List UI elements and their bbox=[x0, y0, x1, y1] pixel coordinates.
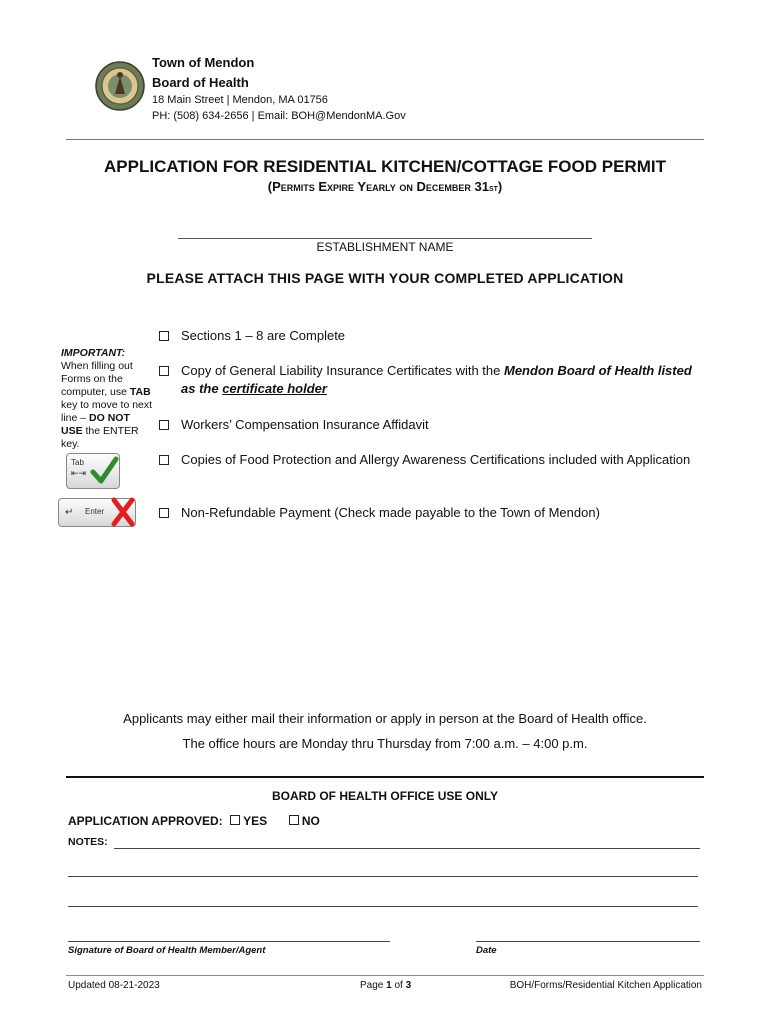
date-label: Date bbox=[476, 945, 497, 956]
establishment-name-label: ESTABLISHMENT NAME bbox=[316, 240, 454, 254]
header-divider bbox=[66, 139, 704, 140]
org-name: Town of Mendon bbox=[152, 55, 255, 70]
signature-label: Signature of Board of Health Member/Agent bbox=[68, 945, 266, 956]
cross-icon bbox=[111, 497, 135, 527]
checkbox-approved-no[interactable] bbox=[289, 815, 299, 825]
checklist-item-insurance: Copy of General Liability Insurance Certificates with the Mendon Board of Health listed as the certificate holder bbox=[181, 363, 692, 396]
enter-key-image: ↵ Enter bbox=[58, 498, 136, 527]
department-name: Board of Health bbox=[152, 75, 249, 90]
checkmark-icon bbox=[89, 456, 119, 486]
checklist-item-workers-comp: Workers’ Compensation Insurance Affidavit bbox=[181, 417, 429, 432]
org-address: 18 Main Street | Mendon, MA 01756 bbox=[152, 94, 328, 106]
important-note: IMPORTANT: When filling out Forms on the computer, use TAB key to move to next line – DO NOT USE the ENTER key. bbox=[61, 347, 153, 450]
notes-line-2[interactable] bbox=[68, 876, 698, 877]
establishment-name-field[interactable] bbox=[178, 238, 592, 239]
attach-notice: PLEASE ATTACH THIS PAGE WITH YOUR COMPLETED APPLICATION bbox=[146, 270, 624, 286]
page-title: APPLICATION FOR RESIDENTIAL KITCHEN/COTTAGE FOOD PERMIT bbox=[104, 157, 666, 176]
office-use-divider bbox=[66, 776, 704, 778]
footer-path: BOH/Forms/Residential Kitchen Application bbox=[509, 980, 702, 991]
checkbox-sections-complete[interactable] bbox=[159, 331, 169, 341]
footer-page-number: Page 1 of 3 bbox=[360, 980, 412, 991]
office-use-heading: BOARD OF HEALTH OFFICE USE ONLY bbox=[271, 789, 498, 803]
town-seal-logo bbox=[95, 48, 145, 124]
footer-updated: Updated 08-21-2023 bbox=[68, 980, 160, 991]
checklist-item-sections: Sections 1 – 8 are Complete bbox=[181, 328, 346, 343]
notes-line-3[interactable] bbox=[68, 906, 698, 907]
checklist-item-certifications: Copies of Food Protection and Allergy Awareness Certifications included with Application bbox=[181, 452, 691, 467]
checkbox-food-certifications[interactable] bbox=[159, 455, 169, 465]
notes-label: NOTES: bbox=[68, 836, 108, 848]
date-line[interactable] bbox=[476, 941, 700, 942]
page-subtitle: (Permits Expire Yearly on December 31st) bbox=[267, 179, 503, 194]
checkbox-liability-insurance[interactable] bbox=[159, 366, 169, 376]
application-approved: APPLICATION APPROVED: YES NO bbox=[68, 814, 320, 828]
mail-info-text: Applicants may either mail their information or apply in person at the Board of Health office. bbox=[123, 711, 647, 726]
checkbox-workers-comp[interactable] bbox=[159, 420, 169, 430]
org-contact: PH: (508) 634-2656 | Email: BOH@MendonMA.Gov bbox=[152, 110, 406, 122]
checklist-item-payment: Non-Refundable Payment (Check made payable to the Town of Mendon) bbox=[181, 505, 600, 520]
notes-line-1[interactable] bbox=[114, 848, 700, 849]
checkbox-approved-yes[interactable] bbox=[230, 815, 240, 825]
tab-key-image: Tab ⇤⇥ bbox=[66, 453, 120, 489]
checkbox-payment[interactable] bbox=[159, 508, 169, 518]
footer-divider bbox=[66, 975, 704, 976]
signature-line[interactable] bbox=[68, 941, 390, 942]
office-hours-text: The office hours are Monday thru Thursday from 7:00 a.m. – 4:00 p.m. bbox=[182, 736, 588, 751]
